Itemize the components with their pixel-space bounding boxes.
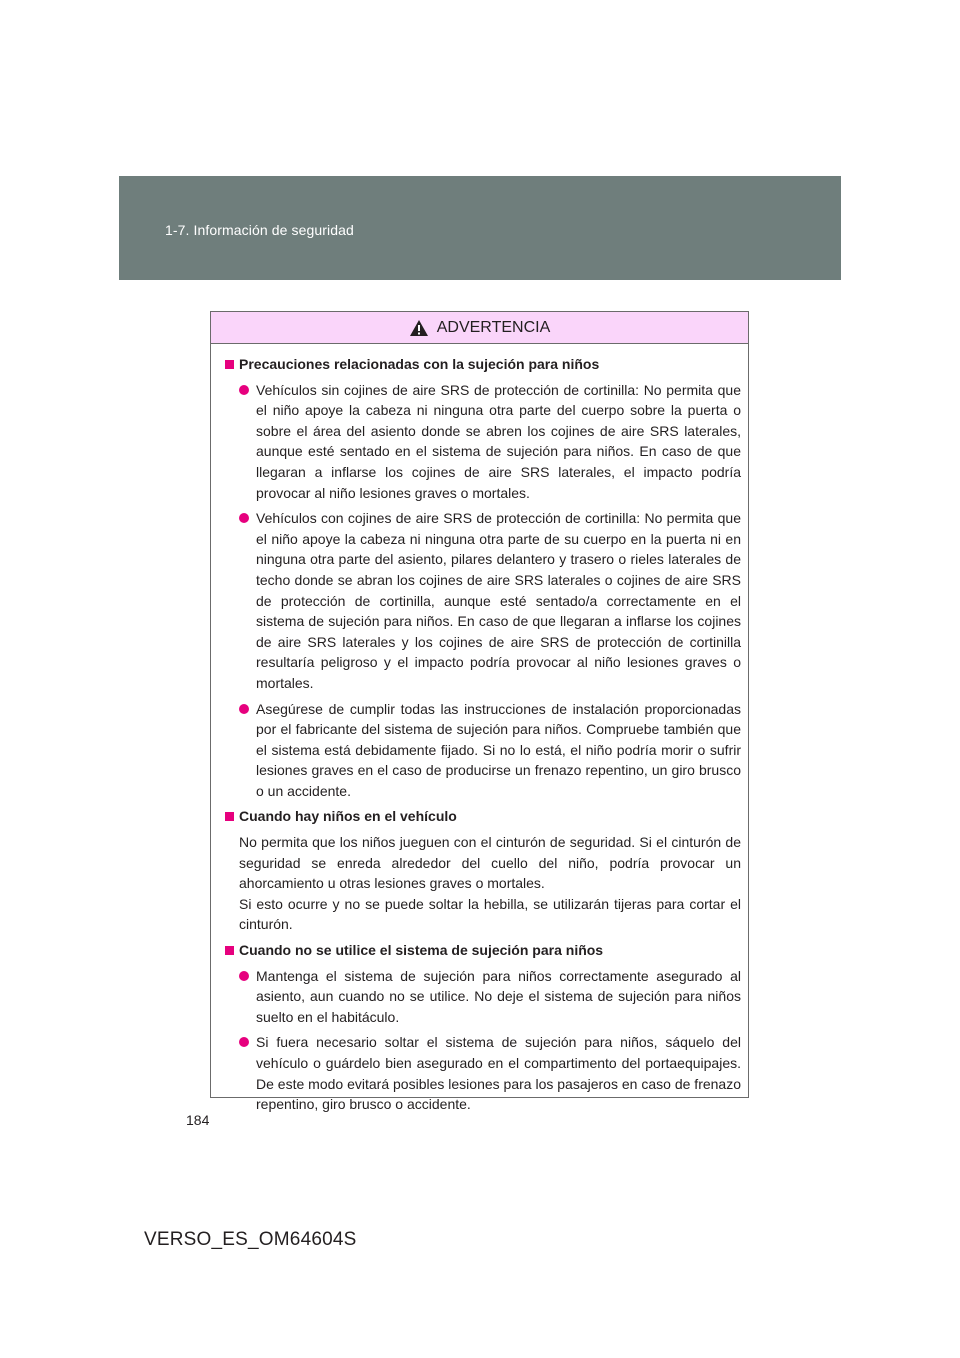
warning-body [211,344,748,1115]
warning-header [211,312,748,344]
section-title [225,354,741,375]
document-code: VERSO_ES_OM64604S [144,1229,357,1250]
warning-title: ADVERTENCIA [436,318,551,336]
page-number: 184 [186,1112,210,1128]
round-bullet-icon [239,385,249,395]
list-item [239,966,741,1028]
section-child-restraint-precautions [225,354,741,801]
list-item [239,380,741,504]
list-item-text: Asegúrese de cumplir todas las instrucciones de instalación proporcionadas por el fabricante del sistema de sujeción para niños. Compruebe también que el sistema está debidamente fijado. Si no lo está, el niño podría morir o sufrir lesiones graves en el caso de producirse un frenazo repentino, un giro brusco o un accidente. [256,700,741,799]
section-label: 1-7. Información de seguridad [165,222,354,238]
section-title [225,940,741,961]
paragraph: Si esto ocurre y no se puede soltar la hebilla, se utilizarán tijeras para cortar el cinturón. [239,895,741,933]
list-item [239,508,741,693]
round-bullet-icon [239,704,249,714]
round-bullet-icon [239,971,249,981]
warning-box [210,311,749,1113]
section-restraint-not-in-use [225,940,741,1115]
list-item-text: Vehículos sin cojines de aire SRS de protección de cortinilla: No permita que el niño apoye la cabeza ni ninguna otra parte del cuerpo sobre la puerta o sobre el área del asiento donde se abren los cojines de aire SRS laterales, aunque esté sentado en el sistema de sujeción para niños. En caso de que llegaran a inflarse los cojines de aire SRS laterales, el impacto podría provocar al niño lesiones graves o mortales. [256,381,741,501]
round-bullet-icon [239,1037,249,1047]
list-item-text: Mantenga el sistema de sujeción para niños correctamente asegurado al asiento, aun cuando no se utilice. No deje el sistema de sujeción para niños suelto en el habitáculo. [256,967,741,1025]
warning-triangle-icon [409,319,429,337]
section-title-text: Precauciones relacionadas con la sujeción para niños [239,356,600,372]
round-bullet-icon [239,513,249,523]
square-bullet-icon [225,946,234,955]
list-item-text: Vehículos con cojines de aire SRS de protección de cortinilla: No permita que el niño apoye la cabeza ni ninguna otra parte de su cuerpo en la puerta ni en ninguna otra parte del asiento, pilares delantero y trasero o rieles laterales de techo donde se abran los cojines de aire SRS laterales o cojines de aire SRS de protección de cortinilla, aunque esté sentado/a correctamente en el sistema de sujeción para niños. En caso de que llegaran a inflarse los cojines de aire SRS laterales y los cojines de aire SRS de protección de cortinilla resultaría peligroso y el impacto podría provocar al niño lesiones graves o mortales. [256,510,741,691]
list-item [239,1032,741,1114]
paragraph: No permita que los niños jueguen con el cinturón de seguridad. Si el cinturón de seguridad se enreda alrededor del cuello del niño, podría provocar un ahorcamiento u otras lesiones graves o mortales. [239,834,741,892]
square-bullet-icon [225,812,234,821]
square-bullet-icon [225,360,234,369]
section-children-in-vehicle [225,806,741,935]
section-header-band [119,176,841,280]
section-title-text: Cuando hay niños en el vehículo [239,808,457,825]
section-title-text: Cuando no se utilice el sistema de sujeción para niños [239,942,604,959]
list-item [239,699,741,802]
section-title [225,806,741,827]
list-item-text: Si fuera necesario soltar el sistema de sujeción para niños, sáquelo del vehículo o guárdelo bien asegurado en el compartimento del portaequipajes. De este modo evitará posibles lesiones para los pasajeros en caso de frenazo repentino, giro brusco o accidente. [256,1034,741,1113]
